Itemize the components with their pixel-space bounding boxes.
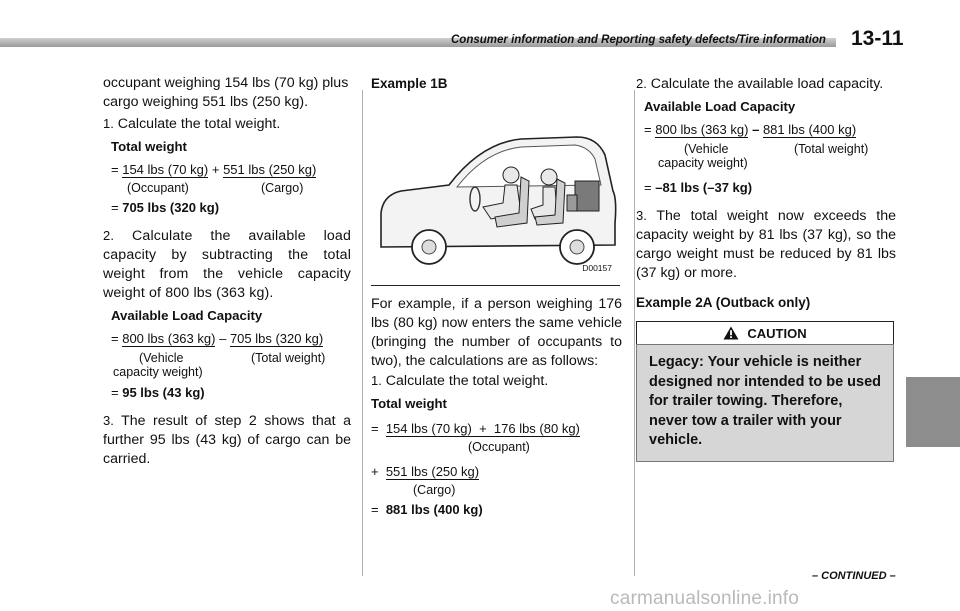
caption-capacity-weight: capacity weight)	[658, 156, 748, 170]
vehicle-capacity-term: 800 lbs (363 kg)	[122, 331, 216, 346]
front-wheel-hub	[422, 240, 436, 254]
header-title: Consumer information and Reporting safety defects/Tire information	[451, 34, 826, 46]
caption-vehicle: (Vehicle	[139, 351, 184, 365]
warning-triangle-icon	[723, 326, 739, 340]
cargo-box	[575, 181, 599, 211]
caution-header	[636, 321, 894, 344]
example-1b-title: Example 1B	[371, 76, 448, 91]
section-tab	[906, 377, 960, 447]
caution-text: Legacy: Your vehicle is neither designed nor intended to be used for trailer towing. Therefore, never tow a trailer with your vehicle.	[636, 344, 894, 462]
page-number: 13-11	[851, 27, 904, 50]
caption-total-weight: (Total weight)	[251, 351, 326, 365]
caption-occupant: (Occupant)	[468, 440, 530, 454]
equals-sign: =	[371, 421, 379, 436]
step-number: 1.	[371, 373, 382, 388]
driver-head	[503, 167, 519, 183]
minus-sign: –	[752, 122, 760, 137]
step-3	[636, 206, 896, 283]
occupant-1-term: 154 lbs (70 kg)	[385, 421, 472, 436]
step-text: The result of step 2 shows that a further 95 lbs (43 kg) of cargo can be carried.	[103, 413, 352, 467]
vehicle-figure	[371, 95, 620, 286]
step-3	[103, 411, 351, 469]
rear-wheel-hub	[570, 240, 584, 254]
equals-sign: =	[644, 122, 652, 137]
watermark: carmanualsonline.info	[610, 588, 800, 609]
example-paragraph: For example, if a person weighing 176 lbs (80 kg) now enters the same vehicle (bringing the number of occupants to two), the calculations are as follows:	[371, 296, 622, 369]
available-load-label: Available Load Capacity	[111, 308, 263, 323]
column-divider-2	[634, 90, 635, 576]
equals-sign: =	[111, 385, 119, 400]
available-load-result: –81 lbs (–37 kg)	[655, 180, 753, 195]
total-weight-captions	[103, 179, 351, 196]
caption-capacity-weight: capacity weight)	[113, 365, 203, 379]
cargo-weight-term: 551 lbs (250 kg)	[385, 464, 480, 479]
total-weight-label: Total weight	[371, 396, 447, 411]
cargo-weight-term: 551 lbs (250 kg)	[223, 162, 317, 177]
available-load-result: 95 lbs (43 kg)	[122, 385, 205, 400]
total-weight-term: 881 lbs (400 kg)	[762, 122, 857, 137]
equals-sign: =	[111, 200, 119, 215]
total-weight-label: Total weight	[111, 139, 187, 154]
plus-sign: +	[371, 464, 379, 479]
available-load-label: Available Load Capacity	[644, 99, 796, 114]
caption-total-weight: (Total weight)	[794, 142, 869, 156]
example-2a-title: Example 2A (Outback only)	[636, 295, 811, 310]
occupant-caption-row	[371, 438, 622, 460]
column-1	[103, 74, 351, 469]
step-2	[103, 226, 351, 303]
vehicle-occupants-illustration	[371, 95, 620, 285]
column-divider-1	[362, 90, 363, 576]
available-load-formula	[103, 329, 351, 348]
total-weight-result-line	[103, 198, 351, 217]
continued-label: – CONTINUED –	[812, 570, 896, 582]
cargo-box-small	[567, 195, 577, 211]
step-number: 3.	[636, 208, 647, 223]
available-load-formula	[636, 120, 896, 139]
available-load-result-line	[636, 178, 896, 197]
minus-sign: –	[219, 331, 227, 346]
step-text: Calculate the available load capacity.	[650, 76, 884, 92]
caption-occupant: (Occupant)	[127, 181, 189, 195]
equals-sign: =	[371, 502, 379, 517]
vehicle-capacity-term: 800 lbs (363 kg)	[655, 122, 749, 137]
step-1	[371, 371, 622, 391]
caution-box	[636, 321, 894, 462]
cargo-caption-row	[371, 481, 622, 499]
available-load-result-line	[103, 383, 351, 402]
cargo-formula	[371, 462, 622, 481]
column-3	[636, 74, 896, 462]
step-number: 2.	[103, 228, 115, 243]
equals-sign: =	[111, 162, 119, 177]
rear-passenger-head	[541, 169, 557, 185]
available-load-captions	[636, 139, 896, 171]
occupant-weight-term: 154 lbs (70 kg)	[122, 162, 209, 177]
step-text: Calculate the total weight.	[117, 116, 281, 132]
total-weight-result-line	[371, 500, 622, 519]
intro-text: occupant weighing 154 lbs (70 kg) plus cargo weighing 551 lbs (250 kg).	[103, 75, 349, 110]
occupant-2-term: 176 lbs (80 kg)	[493, 421, 580, 436]
total-weight-formula	[371, 419, 622, 438]
caption-vehicle: (Vehicle	[684, 142, 729, 156]
step-1	[103, 114, 351, 134]
plus-sign: +	[211, 162, 220, 177]
plus-sign: +	[479, 421, 487, 436]
step-text: Calculate the available load capacity by subtracting the total weight from the vehicle capacity weight of 800 lbs (363 kg).	[103, 228, 351, 301]
caption-cargo: (Cargo)	[261, 181, 304, 195]
column-2	[371, 74, 622, 519]
occupant-terms	[386, 421, 580, 437]
total-weight-result: 881 lbs (400 kg)	[385, 502, 483, 517]
available-load-captions	[103, 348, 351, 380]
step-text: Calculate the total weight.	[385, 373, 549, 389]
total-weight-term: 705 lbs (320 kg)	[229, 331, 324, 346]
step-number: 3.	[103, 413, 114, 428]
caption-cargo: (Cargo)	[413, 483, 456, 497]
total-weight-formula	[103, 160, 351, 179]
caution-title: CAUTION	[747, 325, 807, 341]
step-text: The total weight now exceeds the capacity weight by 81 lbs (37 kg), so the cargo weight must be reduced by 81 lbs (37 kg) or more.	[636, 208, 897, 281]
equals-sign: =	[644, 180, 652, 195]
equals-sign: =	[111, 331, 119, 346]
step-2	[636, 74, 896, 94]
total-weight-result: 705 lbs (320 kg)	[122, 200, 220, 215]
figure-code: D00157	[582, 263, 612, 273]
step-number: 2.	[636, 76, 647, 91]
step-number: 1.	[103, 116, 114, 131]
